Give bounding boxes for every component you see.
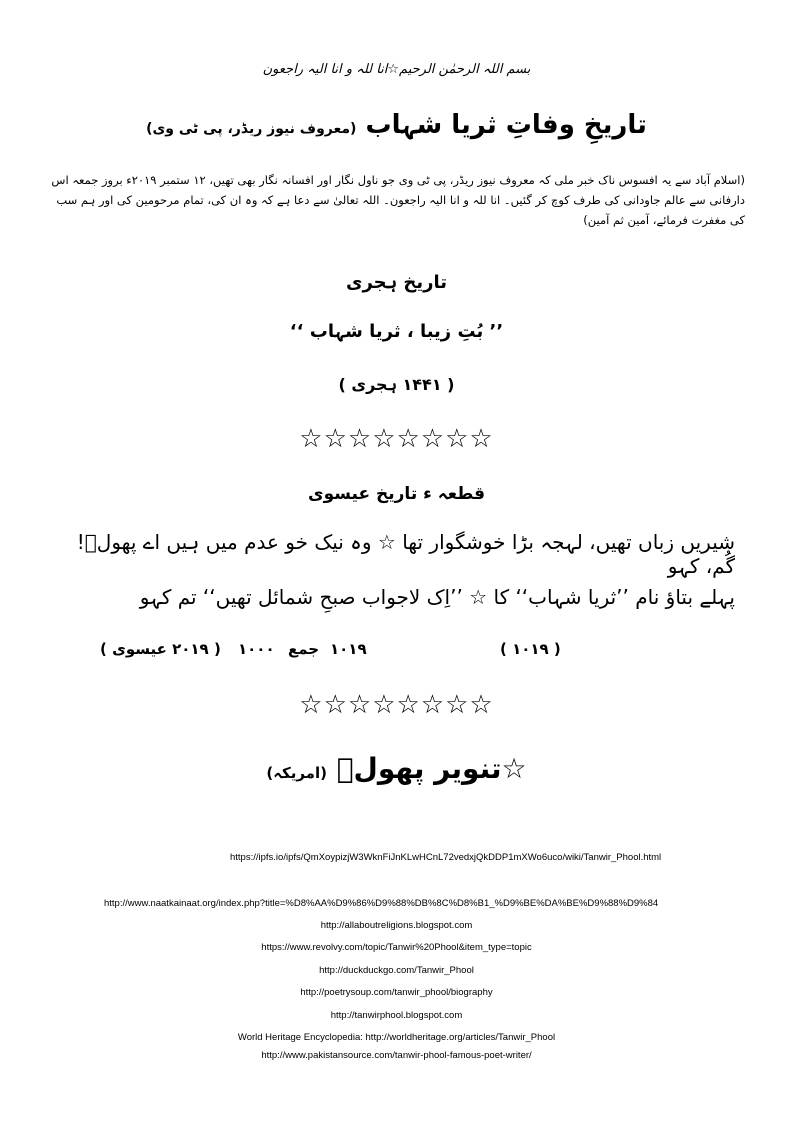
reference-link[interactable]: http://duckduckgo.com/Tanwir_Phool	[319, 965, 474, 976]
reference-link[interactable]: http://www.naatkainaat.org/index.php?title=%D8%AA%D9%86%D9%88%DB%8C%D8%B1_%D9%BE%DA%BE%D9%88%D9%84	[104, 898, 659, 909]
poet-name: ☆تنویر پھولؔ	[336, 752, 527, 785]
poet-location: (امریکہ)	[266, 764, 327, 782]
bismillah-line: بسم اللہ الرحمٰن الرحیم☆انا للہ و انا الیہ راجعون	[262, 62, 531, 77]
hijri-heading: تاریخ ہجری	[345, 272, 448, 293]
reference-link[interactable]: World Heritage Encyclopedia: http://worldheritage.org/articles/Tanwir_Phool	[237, 1032, 556, 1043]
reference-link[interactable]: https://ipfs.io/ipfs/QmXoypizjW3WknFiJnKLwHCnL72vedxjQkDDP1mXWo6uco/wiki/Tanwir_Phool.html	[230, 852, 662, 863]
calc-total: ( ۲۰۱۹ عیسوی )	[100, 640, 221, 658]
verse-line-1: شیریں زباں تھیں، لہجہ بڑا خوشگوار تھا ☆ وہ نیک خو عدم میں ہیں اے پھولؔ! گُم، کہو	[76, 530, 735, 578]
star-divider-2: ☆☆☆☆☆☆☆☆	[299, 690, 494, 720]
poet-signature	[0, 752, 793, 785]
page-title	[0, 110, 793, 140]
calc-value: ۱۰۱۹	[330, 640, 367, 658]
reference-link[interactable]: http://www.pakistansource.com/tanwir-phool-famous-poet-writer/	[261, 1050, 532, 1061]
title-subtitle: (معروف نیوز ریڈر، پی ٹی وی)	[146, 121, 357, 137]
calc-thousand: ۱۰۰۰	[238, 640, 275, 658]
reference-link[interactable]: http://allaboutreligions.blogspot.com	[320, 920, 473, 931]
calc-jama: جمع	[288, 640, 320, 658]
title-main: تاریخِ وفاتِ ثریا شہاب	[365, 110, 647, 140]
hijri-phrase: ’’ بُتِ زیبا ، ثریا شہاب ‘‘	[289, 321, 504, 342]
star-divider: ☆☆☆☆☆☆☆☆	[299, 424, 494, 454]
reference-link[interactable]: http://tanwirphool.blogspot.com	[330, 1010, 463, 1021]
reference-link[interactable]: http://poetrysoup.com/tanwir_phool/biography	[300, 987, 493, 998]
hijri-year: ( ۱۴۴۱ ہجری )	[338, 375, 455, 394]
intro-paragraph: (اسلام آباد سے یہ افسوس ناک خبر ملی کہ معروف نیوز ریڈر، پی ٹی وی جو ناول نگار اور افسانہ نگار بھی تھیں، ۱۲ ستمبر ۲۰۱۹ء بروز جمعہ اس دارفانی سے عالم جاودانی کی طرف کوچ کر گئیں۔ انا للہ و انا الیہ راجعون۔ اللہ تعالیٰ سے دعا ہے کہ وہ ان کی، تمام مرحومین کی اور ہم سب کی مغفرت فرمائے، آمین ثم آمین)	[51, 173, 745, 227]
verse-line-2: پہلے بتاؤ نام ’’ثریا شہاب‘‘ کا ☆ ’’اِک لاجواب صبحِ شمائل تھیں‘‘ تم کہو	[139, 585, 735, 609]
reference-link[interactable]: https://www.revolvy.com/topic/Tanwir%20Phool&item_type=topic	[261, 942, 532, 953]
calc-bracket-value: ( ۱۰۱۹ )	[500, 640, 561, 658]
isawi-heading: قطعہ ء تاریخ عیسوی	[308, 484, 485, 504]
